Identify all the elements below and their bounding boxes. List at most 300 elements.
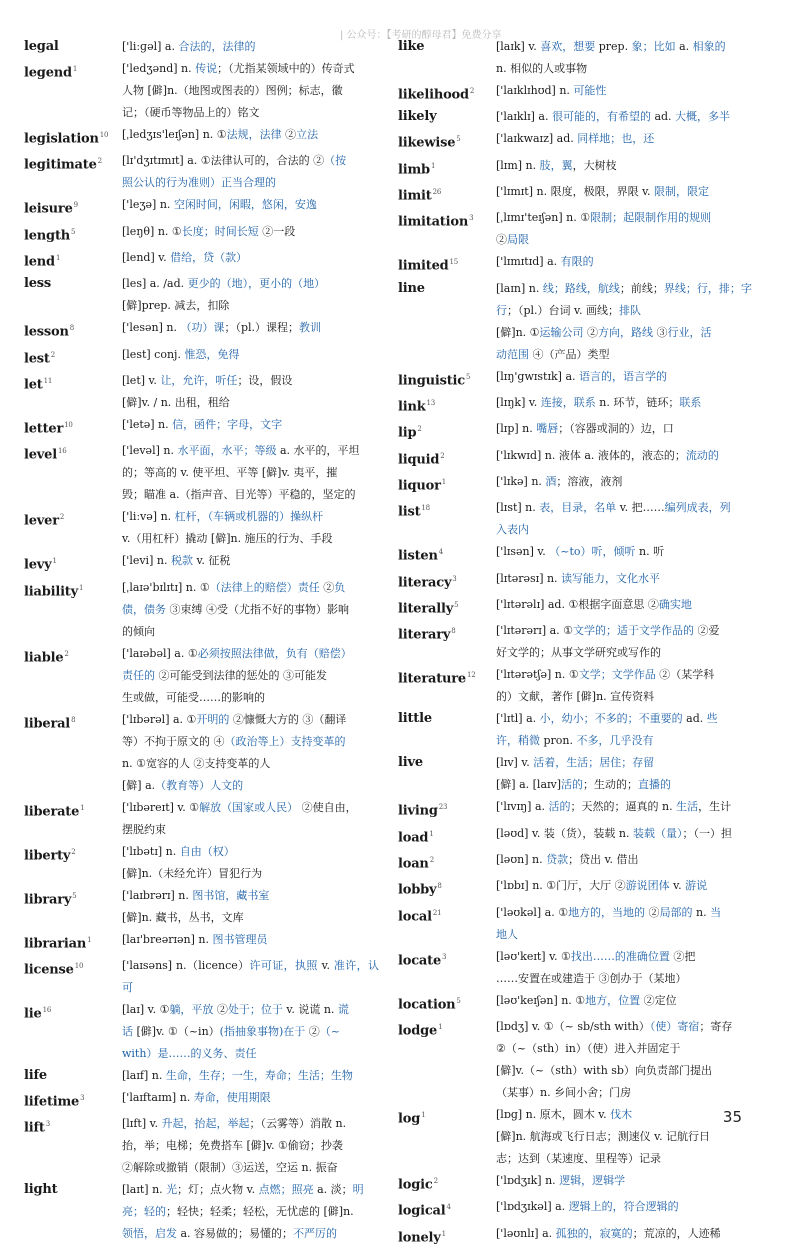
definition-line <box>122 172 379 194</box>
headword-text: lip <box>398 425 417 441</box>
definition-line <box>122 999 379 1021</box>
frequency-count: 2 <box>417 425 422 434</box>
definition-text: ，大树枝 <box>572 158 617 172</box>
definition-text: 的；等高的 v. 使平坦、平等 [僻]v. 夷平，摧 <box>122 466 338 480</box>
definition-line <box>122 687 379 709</box>
highlighted-sense: 生活 <box>676 800 699 814</box>
definition-text: ['lɪtl] a. <box>496 712 540 726</box>
definition-line <box>496 1170 760 1192</box>
definition-line <box>496 322 760 344</box>
headword <box>24 955 122 981</box>
definition <box>496 990 760 1012</box>
highlighted-sense: 更少的（地），更小的（地） <box>187 277 326 291</box>
definition-text: ② <box>319 580 335 594</box>
headword <box>24 36 122 58</box>
definition-line <box>496 128 760 150</box>
definition-text: ②可能受到法律的惩处的 ③可能发 <box>155 668 327 682</box>
definition-text: ['lɒdʒɪkəl] a. <box>496 1200 569 1214</box>
definition <box>122 194 379 216</box>
highlighted-sense: 法规，法律 <box>226 128 282 141</box>
headword-text: level <box>24 447 57 463</box>
entry-likelihood <box>398 80 760 106</box>
headword <box>24 414 122 440</box>
frequency-count: 5 <box>466 372 471 381</box>
headword-text: live <box>398 755 423 771</box>
headword-text: let <box>24 377 43 393</box>
frequency-count: 1 <box>78 583 84 592</box>
highlighted-sense: 地方，位置 <box>585 993 641 1007</box>
highlighted-sense: 地方的，当地的 <box>568 905 646 919</box>
frequency-count: 5 <box>72 891 77 900</box>
definition-line <box>122 506 379 528</box>
headword-text: librarian <box>24 935 87 951</box>
definition-line <box>122 414 379 436</box>
definition-text: ，生计 <box>698 800 732 814</box>
headword-text: like <box>398 39 425 54</box>
highlighted-sense: 负 <box>334 580 346 594</box>
headword <box>398 418 496 444</box>
definition-line <box>122 907 379 929</box>
definition-text: [lɪv] v. <box>496 756 534 770</box>
definition-line <box>122 1223 379 1245</box>
definition-text: ['lɒdʒɪk] n. <box>496 1173 560 1187</box>
definition-text: [lɪft] v. <box>122 1117 162 1131</box>
definition-text: [lɪst] n. <box>496 501 540 515</box>
definition-text: [ˌlaɪə'bɪlɪtɪ] n. ① <box>122 580 210 594</box>
highlighted-sense: 亮；轻的 <box>122 1205 166 1219</box>
headword <box>24 317 122 343</box>
definition-text: ['lɪmɪt] n. 限度，极限，界限 v. <box>496 184 654 198</box>
headword <box>24 344 122 370</box>
definition <box>122 1179 379 1245</box>
headword-text: legislation <box>24 131 99 147</box>
definition-line <box>496 366 760 388</box>
highlighted-sense: 借给，贷（款） <box>170 250 248 264</box>
entry-license <box>24 955 379 999</box>
definition-line <box>122 1065 379 1087</box>
entry-library <box>24 885 379 929</box>
headword-text: log <box>398 1111 421 1127</box>
headword <box>24 643 122 669</box>
headword <box>398 278 496 300</box>
highlighted-sense: 酒 <box>545 474 557 488</box>
entry-link <box>398 392 760 418</box>
definition-line <box>122 102 379 124</box>
definition-line <box>122 665 379 687</box>
definition-line <box>496 849 760 871</box>
frequency-count: 8 <box>451 627 456 636</box>
definition-line <box>122 1113 379 1135</box>
definition-text: ['laɪftaɪm] n. <box>122 1090 194 1104</box>
definition <box>496 251 760 273</box>
headword <box>398 823 496 849</box>
definition <box>496 106 760 128</box>
definition <box>122 440 379 506</box>
definition-text: ['ledʒənd] n. <box>122 62 196 75</box>
definition-text: [僻] a. [laɪv] <box>496 778 562 792</box>
definition-line <box>122 440 379 462</box>
definition-text: ；（pl.）台词 v. 画线； <box>507 303 619 317</box>
highlighted-sense: （~ <box>319 1024 340 1038</box>
definition-text: ['laɪbrərɪ] n. <box>122 888 193 902</box>
definition-text: ['lɪkwɪd] n. 液体 a. 液体的，液态的； <box>496 448 686 462</box>
headword-text: liability <box>24 583 78 599</box>
headword <box>24 370 122 396</box>
highlighted-sense: 限制；起限制作用的规则 <box>590 211 712 225</box>
headword <box>24 194 122 220</box>
entry-lie <box>24 999 379 1065</box>
definition-text: [僻]n. 航海或飞行日志；测速仪 v. 记航行日 <box>496 1129 711 1143</box>
definition-line <box>122 797 379 819</box>
definition-text: [lɪm] n. <box>496 158 540 172</box>
highlighted-sense: 装载（量） <box>632 826 683 840</box>
headword <box>24 797 122 823</box>
headword-text: letter <box>24 421 64 437</box>
highlighted-sense: 贷款 <box>546 852 569 866</box>
definition <box>122 550 379 572</box>
definition <box>496 366 760 388</box>
headword <box>24 1087 122 1113</box>
highlighted-sense: 入表内 <box>496 523 529 537</box>
highlighted-sense: 线；路线，航线 <box>542 281 620 295</box>
highlighted-sense: 直播的 <box>638 778 672 792</box>
definition-text: ；设，假设 <box>237 373 293 387</box>
definition-text: a. 水平的，平坦 <box>276 444 360 458</box>
definition-text: ② <box>305 1024 320 1038</box>
highlighted-sense: 生命，生存；一生，寿命；生活；生物 <box>165 1068 353 1082</box>
definition-text: [laɪf] n. <box>122 1068 166 1082</box>
definition <box>496 497 760 541</box>
entry-liquor <box>398 471 760 497</box>
entry-lend <box>24 247 379 273</box>
definition-line <box>122 775 379 797</box>
definition-text: [ləʊd] v. 装（货），装载 n. <box>496 826 633 840</box>
highlighted-sense: 许可证，执照 <box>249 958 318 972</box>
frequency-count: 13 <box>426 398 436 407</box>
definition-text: ；灯；点火物 v. <box>177 1183 259 1197</box>
frequency-count: 5 <box>456 135 461 144</box>
highlighted-sense: 水平面，水平；等级 <box>177 444 277 458</box>
highlighted-sense: 照公认的行为准则）正当合理的 <box>122 176 276 190</box>
entry-life <box>24 1065 379 1087</box>
definition-text: n. ①宽容的人 ②支持变革的人 <box>122 756 271 770</box>
definition-text: [lɪp] n. <box>496 422 537 436</box>
entry-living <box>398 796 760 822</box>
definition <box>122 344 379 366</box>
headword-text: link <box>398 399 426 415</box>
headword-text: literally <box>398 601 454 617</box>
definition-text: v. <box>317 958 334 972</box>
headword <box>398 497 496 523</box>
definition-text: ② <box>645 905 660 919</box>
headword <box>398 1016 496 1042</box>
highlighted-sense: 连接，联系 <box>540 395 596 409</box>
frequency-count: 3 <box>469 214 474 223</box>
entry-logical <box>398 1196 760 1222</box>
definition-text: v. 把…… <box>616 501 665 515</box>
highlighted-sense: 必须按照法律做，负有（赔偿） <box>197 646 352 660</box>
definition-text: prep. <box>595 40 632 53</box>
highlighted-sense: 解放（国家或人民） <box>199 800 299 814</box>
highlighted-sense: 信，函件；字母，文字 <box>172 417 283 431</box>
definition-text: [僻]v. ①（~in） <box>133 1024 220 1038</box>
headword <box>398 445 496 471</box>
highlighted-sense: 限制，限定 <box>654 184 709 198</box>
definition <box>496 708 760 752</box>
highlighted-sense: 活的 <box>548 800 571 814</box>
definition-text: ；（尤指某领域中的）传奇式 <box>217 62 355 75</box>
headword-text: line <box>398 280 425 296</box>
definition <box>496 392 760 414</box>
highlighted-sense: 开明的 <box>196 712 230 726</box>
definition-line <box>122 36 379 58</box>
entry-loan <box>398 849 760 875</box>
headword <box>398 36 496 58</box>
headword-text: lodge <box>398 1023 438 1039</box>
headword <box>398 902 496 928</box>
highlighted-sense: 空闲时间，闲暇，悠闲，安逸 <box>173 198 317 212</box>
definition-line <box>496 752 760 774</box>
headword <box>398 1170 496 1196</box>
definition-line <box>122 577 379 599</box>
definition <box>122 58 379 124</box>
entry-literary <box>398 620 760 664</box>
entry-light <box>24 1179 379 1245</box>
definition-line <box>122 819 379 841</box>
definition <box>122 273 379 317</box>
highlighted-sense: 逻辑，逻辑学 <box>559 1173 626 1187</box>
entry-logic <box>398 1170 760 1196</box>
highlighted-sense: 小，幼小；不多的；不重要的 <box>539 712 683 726</box>
definition-line <box>496 541 760 563</box>
definition-text: ['lɒbɪ] n. ①门厅，大厅 ② <box>496 879 626 893</box>
definition-text: [lɪtərəsɪ] n. <box>496 571 562 585</box>
definition-text: [laɪn] n. <box>496 281 543 295</box>
highlighted-sense: （使）寄宿 <box>649 1019 700 1033</box>
definition-text: 人物 [僻]n.（地图或图表的）图例；标志，徽 <box>122 84 343 97</box>
headword <box>398 541 496 567</box>
definition-text: n. 听 <box>635 545 665 559</box>
definition-text: ['laɪsəns] n.（licence） <box>122 958 250 972</box>
entry-legend <box>24 58 379 124</box>
entry-lest <box>24 344 379 370</box>
definition-text: ad. <box>682 712 707 726</box>
highlighted-sense: 动范围 <box>496 347 529 361</box>
entry-list <box>398 497 760 541</box>
headword <box>398 392 496 418</box>
definition-text: ['lɪvɪŋ] a. <box>496 800 549 814</box>
definition-line <box>122 194 379 216</box>
entry-leisure <box>24 194 379 220</box>
definition-text: [僻]v. / n. 出租，租给 <box>122 395 230 409</box>
definition-text: [let] v. <box>122 373 161 387</box>
definition <box>496 278 760 366</box>
definition-line <box>496 708 760 730</box>
frequency-count: 3 <box>452 574 457 583</box>
headword-text: legal <box>24 39 59 54</box>
highlighted-sense: 光 <box>166 1183 178 1197</box>
definition-line <box>496 924 760 946</box>
entry-lesson <box>24 317 379 343</box>
definition <box>496 207 760 251</box>
highlighted-sense: 活着，生活；居住；存留 <box>533 756 655 770</box>
definition <box>122 1113 379 1179</box>
highlighted-sense: 很可能的，有希望的 <box>551 110 651 124</box>
headword <box>398 1104 496 1130</box>
definition-text: [ləʊ'keɪt] v. ① <box>496 949 571 963</box>
entry-lifetime <box>24 1087 379 1113</box>
definition-line <box>122 929 379 951</box>
headword <box>398 106 496 128</box>
definition-text: ；轻快；轻柔；轻松，无忧虑的 [僻]n. <box>166 1205 354 1219</box>
highlighted-sense: 嘴唇 <box>536 422 559 436</box>
highlighted-sense: 当 <box>710 905 722 919</box>
highlighted-sense: （教育等）人文的 <box>155 778 244 792</box>
definition-text: 记；（硬币等物品上的）铭文 <box>122 106 260 119</box>
definition <box>122 797 379 841</box>
definition-text: [僻]v.（~（sth）with sb）向负责部门提出 <box>496 1063 712 1077</box>
frequency-count: 1 <box>430 161 436 170</box>
headword-text: limited <box>398 258 449 274</box>
definition-line <box>496 207 760 229</box>
definition-line <box>122 124 379 146</box>
entry-liquid <box>398 445 760 471</box>
highlighted-sense: 流动的 <box>685 448 719 462</box>
definition-text: 的倾向 <box>122 624 155 638</box>
highlighted-sense: 可能性 <box>573 84 607 97</box>
highlighted-sense: 税款 <box>170 554 193 568</box>
definition-line <box>122 1201 379 1223</box>
definition-line <box>122 885 379 907</box>
entry-level <box>24 440 379 506</box>
frequency-count: 2 <box>469 87 475 95</box>
definition-line <box>496 1126 760 1148</box>
headword-text: little <box>398 711 432 727</box>
entry-limitation <box>398 207 760 251</box>
definition-text: v. 说谎 n. <box>282 1002 338 1016</box>
highlighted-sense: 点燃；照亮 <box>258 1183 314 1197</box>
definition-line <box>496 344 760 366</box>
frequency-count: 4 <box>446 1203 451 1212</box>
definition <box>496 849 760 871</box>
headword-text: load <box>398 829 429 845</box>
highlighted-sense: 合法的，法律的 <box>178 40 256 53</box>
definition-line <box>496 155 760 177</box>
headword <box>398 708 496 730</box>
entry-legislation <box>24 124 379 150</box>
definition-line <box>496 946 760 968</box>
headword <box>24 1113 122 1139</box>
definition-text: ['laɪkwaɪz] ad. <box>496 132 578 146</box>
frequency-count: 1 <box>52 557 57 566</box>
definition-text: [leŋθ] n. ① <box>122 224 182 238</box>
definition-line <box>122 753 379 775</box>
highlighted-sense: 处于；位于 <box>227 1002 283 1016</box>
definition-line <box>122 58 379 80</box>
headword-text: license <box>24 962 74 978</box>
headword <box>398 990 496 1016</box>
definition-line <box>496 774 760 796</box>
highlighted-sense: 领悟，启发 <box>122 1227 177 1241</box>
frequency-count: 8 <box>71 715 76 724</box>
definition-text: [僻]n. 藏书，丛书，文库 <box>122 910 244 924</box>
definition-text: [lɒdʒ] v. ①（~ sb/sth with） <box>496 1019 650 1033</box>
definition-line <box>122 1087 379 1109</box>
highlighted-sense: 自由（权） <box>179 844 235 858</box>
definition-line <box>496 229 760 251</box>
frequency-count: 16 <box>57 447 67 456</box>
frequency-count: 3 <box>442 952 447 961</box>
headword-text: liberty <box>24 847 71 863</box>
definition <box>496 594 760 616</box>
headword <box>398 594 496 620</box>
definition <box>496 1170 760 1192</box>
highlighted-sense: 找出……的准确位置 <box>570 949 670 963</box>
headword <box>398 155 496 181</box>
definition-line <box>122 462 379 484</box>
highlighted-sense: 传说 <box>195 62 218 75</box>
frequency-count: 4 <box>438 548 443 557</box>
definition-line <box>122 1157 379 1179</box>
definition <box>496 471 760 493</box>
definition-text: ②使自由， <box>298 800 357 814</box>
definition <box>122 841 379 885</box>
highlighted-sense: 行 <box>496 303 507 317</box>
definition-line <box>122 709 379 731</box>
definition-text: n. 环节，链环； <box>595 395 680 409</box>
frequency-count: 2 <box>97 157 102 166</box>
definition-text: a. <box>675 40 693 53</box>
definition-text: ['leʒə] n. <box>122 198 174 212</box>
definition-line <box>122 273 379 295</box>
highlighted-sense: 运输公司 <box>539 325 584 339</box>
headword <box>24 150 122 176</box>
definition-line <box>496 445 760 467</box>
headword <box>398 1196 496 1222</box>
entry-literature <box>398 664 760 708</box>
headword <box>398 1223 496 1249</box>
headword <box>24 247 122 273</box>
frequency-count: 8 <box>437 882 442 891</box>
definition-text: v.（用杠杆）撬动 [僻]n. 施压的行为、手段 <box>122 532 333 546</box>
definition-line <box>122 863 379 885</box>
definition-line <box>496 620 760 642</box>
frequency-count: 10 <box>74 961 84 970</box>
headword-text: limitation <box>398 214 469 230</box>
definition-text: 好文学的；从事文学研究或写作的 <box>496 646 661 660</box>
highlighted-sense: 游说团体 <box>625 879 670 893</box>
definition <box>122 124 379 146</box>
definition <box>122 150 379 194</box>
definition-text: [lend] v. <box>122 250 171 264</box>
highlighted-sense: 立法 <box>296 128 319 141</box>
definition <box>496 620 760 664</box>
entry-legitimate <box>24 150 379 194</box>
definition-text: ；天然的；逼真的 n. <box>570 800 677 814</box>
highlighted-sense: 许，稍微 <box>496 734 540 748</box>
highlighted-sense: 长度；时间长短 <box>181 224 259 238</box>
highlighted-sense: 肢，翼 <box>539 158 573 172</box>
definition-text: ……安置在或建造于 ③创办于（某地） <box>496 971 687 985</box>
highlighted-sense: 活的 <box>561 778 584 792</box>
entry-location <box>398 990 760 1016</box>
highlighted-sense: 确实地 <box>658 597 692 611</box>
frequency-count: 2 <box>50 350 55 359</box>
definition-text: [lɪŋk] v. <box>496 395 541 409</box>
headword-text: legend <box>24 65 72 81</box>
definition-text: ②慷慨大方的 ③（翻译 <box>229 712 347 726</box>
entry-librarian <box>24 929 379 955</box>
